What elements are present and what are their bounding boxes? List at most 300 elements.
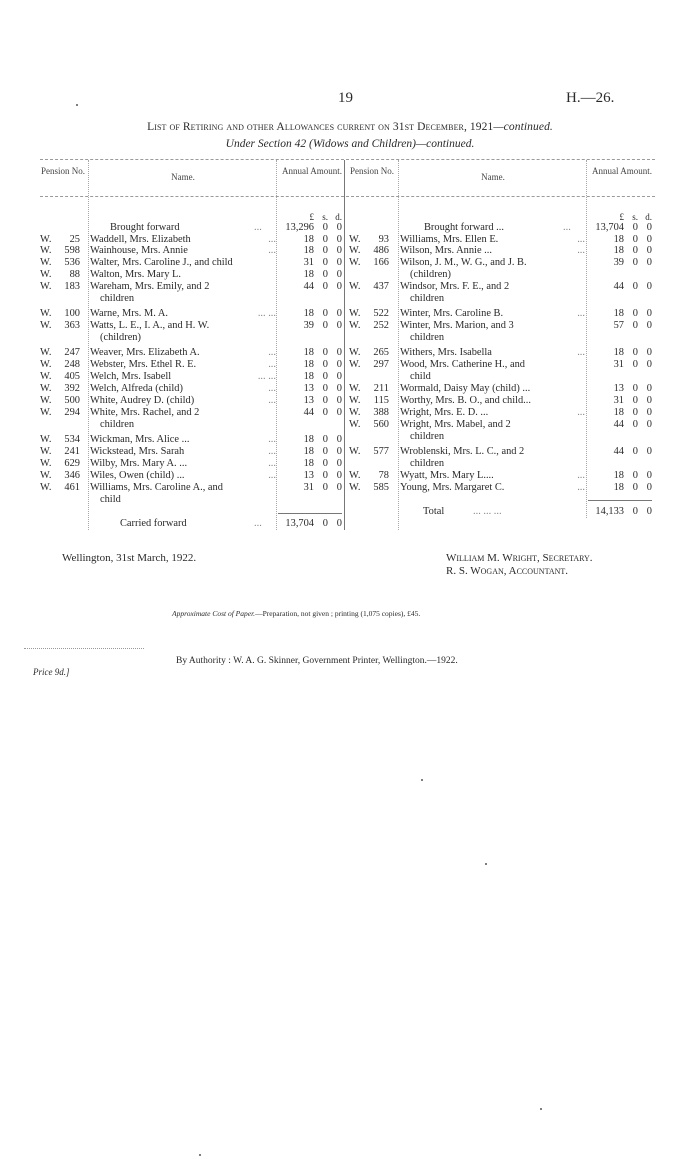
title-main: List of Retiring and other Allowances current on 31st December, 1921 [147, 121, 494, 133]
amount-pence: 0 [646, 281, 652, 292]
pension-prefix: W. [349, 245, 361, 256]
pensioner-name: Winter, Mrs. Caroline B. [400, 308, 504, 319]
leader-dots: ... [268, 234, 276, 245]
amount-pence: 0 [646, 257, 652, 268]
carried-forward-row [40, 518, 342, 530]
pensioner-name: Welch, Alfreda (child) [90, 383, 183, 394]
pension-prefix: W. [349, 347, 361, 358]
table-row [40, 482, 342, 494]
amount-pounds: 18 [303, 458, 314, 469]
pensioner-name-continued: (children) [100, 332, 141, 343]
pensioner-name: Wiles, Owen (child) ... [90, 470, 185, 481]
pension-prefix: W. [40, 234, 52, 245]
pensioner-name: Wainhouse, Mrs. Annie [90, 245, 188, 256]
pensioner-name-continued: child [410, 371, 431, 382]
table-row [40, 446, 342, 458]
amount-pounds: 18 [303, 359, 314, 370]
pensioner-name: Walter, Mrs. Caroline J., and child [90, 257, 233, 268]
amount-pence: 0 [646, 320, 652, 331]
pension-prefix: W. [40, 395, 52, 406]
amount-pounds: 18 [613, 482, 624, 493]
pension-no: 252 [373, 320, 389, 331]
amount-shillings: 0 [322, 407, 328, 418]
amount-shillings: 0 [632, 446, 638, 457]
pensioner-name: White, Mrs. Rachel, and 2 [90, 407, 200, 418]
pension-no: 585 [373, 482, 389, 493]
table-row [349, 308, 652, 320]
amount-shillings: 0 [322, 320, 328, 331]
annual-amount [282, 470, 342, 482]
unit-pence: d. [335, 212, 342, 222]
pension-prefix: W. [40, 281, 52, 292]
document-reference: H.—26. [566, 90, 615, 106]
amount-shillings: 0 [322, 308, 328, 319]
amount-shillings: 0 [632, 308, 638, 319]
pension-no: 115 [373, 395, 389, 406]
pensioner-name: Wickstead, Mrs. Sarah [90, 446, 185, 457]
pension-prefix: W. [349, 395, 361, 406]
table-row [349, 320, 652, 332]
amount-pence: 0 [646, 245, 652, 256]
leader-dots: ... [577, 470, 585, 481]
pensioner-name: Wareham, Mrs. Emily, and 2 [90, 281, 210, 292]
amount-shillings: 0 [632, 482, 638, 493]
amount-pence: 0 [336, 407, 342, 418]
table-row [349, 383, 652, 395]
amount-pence: 0 [336, 347, 342, 358]
pensioner-name: Wilson, J. M., W. G., and J. B. [400, 257, 527, 268]
pension-no: 629 [64, 458, 80, 469]
annual-amount [592, 482, 652, 494]
amount-pence: 0 [646, 359, 652, 370]
header-amount-right: Annual Amount. [592, 166, 652, 176]
table-row [40, 320, 342, 332]
brought-forward-amount: 13,296 0 0 [285, 222, 342, 233]
pension-prefix: W. [40, 308, 52, 319]
leader-dots: ... [268, 383, 276, 394]
amount-shillings: 0 [632, 383, 638, 394]
pensioner-name: Windsor, Mrs. F. E., and 2 [400, 281, 510, 292]
pension-no: 297 [373, 359, 389, 370]
pension-prefix: W. [40, 446, 52, 457]
printer-authority: By Authority : W. A. G. Skinner, Government Printer, Wellington.—1922. [176, 656, 458, 666]
amount-shillings: 0 [322, 269, 328, 280]
pension-prefix: W. [349, 281, 361, 292]
pension-prefix: W. [349, 308, 361, 319]
pensioner-name: Young, Mrs. Margaret C. [400, 482, 505, 493]
pension-no: 405 [64, 371, 80, 382]
pension-no: 598 [64, 245, 80, 256]
pension-prefix: W. [349, 470, 361, 481]
leader-dots: ... [268, 446, 276, 457]
annual-amount [592, 320, 652, 332]
amount-pence: 0 [336, 234, 342, 245]
scan-speck [421, 779, 423, 781]
amount-pounds: 18 [613, 234, 624, 245]
amount-pounds: 44 [613, 446, 624, 457]
table-row [40, 308, 342, 320]
amount-pounds: 18 [303, 434, 314, 445]
amount-pounds: 13 [303, 470, 314, 481]
table-row [40, 257, 342, 269]
amount-pounds: 57 [613, 320, 624, 331]
amount-pounds: 18 [613, 407, 624, 418]
pension-no: 247 [64, 347, 80, 358]
amount-pounds: 18 [303, 446, 314, 457]
page-number: 19 [338, 90, 353, 106]
annual-amount [282, 407, 342, 419]
pensioner-name: Wickman, Mrs. Alice ... [90, 434, 190, 445]
annual-amount [282, 395, 342, 407]
total-label: Total [423, 506, 445, 517]
pension-no: 265 [373, 347, 389, 358]
pension-no: 486 [373, 245, 389, 256]
amount-pence: 0 [336, 308, 342, 319]
pension-no: 241 [64, 446, 80, 457]
table-row [349, 419, 652, 431]
table-row [40, 458, 342, 470]
pension-prefix: W. [349, 407, 361, 418]
pensioner-name: Walton, Mrs. Mary L. [90, 269, 181, 280]
amount-shillings: 0 [322, 446, 328, 457]
pension-no: 534 [64, 434, 80, 445]
annual-amount [282, 245, 342, 257]
amount-pence: 0 [336, 383, 342, 394]
pension-prefix: W. [349, 419, 361, 430]
pension-no: 388 [373, 407, 389, 418]
pension-prefix: W. [40, 269, 52, 280]
total-amount: 14,133 0 0 [595, 506, 652, 517]
header-name-right: Name. [481, 172, 505, 182]
amount-pounds: 18 [613, 470, 624, 481]
separator-rule [24, 648, 144, 649]
pension-prefix: W. [349, 446, 361, 457]
amount-shillings: 0 [322, 395, 328, 406]
amount-pence: 0 [336, 257, 342, 268]
leader-dots: ... [268, 470, 276, 481]
table-header-rule [40, 196, 655, 197]
pension-prefix: W. [349, 482, 361, 493]
amount-pounds: 39 [613, 257, 624, 268]
leader-dots: ... ... [257, 371, 276, 382]
scan-speck [199, 1154, 201, 1156]
amount-shillings: 0 [322, 458, 328, 469]
signatory-accountant: R. S. Wogan, Accountant. [446, 565, 569, 577]
amount-pence: 0 [646, 407, 652, 418]
pensioner-name: Welch, Mrs. Isabell [90, 371, 172, 382]
amount-pence: 0 [336, 434, 342, 445]
amount-pence: 0 [336, 281, 342, 292]
pensioner-name: Waddell, Mrs. Elizabeth [90, 234, 191, 245]
amount-shillings: 0 [322, 371, 328, 382]
pensioner-name-continued: children [410, 293, 445, 304]
amount-pounds: 31 [613, 395, 624, 406]
pensioner-name-continued: children [100, 419, 135, 430]
amount-shillings: 0 [632, 359, 638, 370]
amount-pence: 0 [646, 308, 652, 319]
unit-pounds: £ [619, 212, 624, 222]
pension-no: 93 [378, 234, 389, 245]
annual-amount [592, 257, 652, 269]
annual-amount [282, 347, 342, 359]
pension-no: 248 [64, 359, 80, 370]
pension-no: 183 [64, 281, 80, 292]
pensioner-name: White, Audrey D. (child) [90, 395, 195, 406]
pension-no: 437 [373, 281, 389, 292]
amount-shillings: 0 [632, 395, 638, 406]
amount-pence: 0 [336, 371, 342, 382]
table-row [40, 347, 342, 359]
leader-dots: ... [577, 482, 585, 493]
amount-pence: 0 [646, 234, 652, 245]
amount-pence: 0 [646, 383, 652, 394]
pension-no: 577 [373, 446, 389, 457]
header-name-left: Name. [171, 172, 195, 182]
annual-amount [592, 347, 652, 359]
scan-speck [540, 1108, 542, 1110]
amount-pounds: 44 [303, 407, 314, 418]
price-note: Price 9d.] [33, 667, 70, 677]
total-row [349, 506, 652, 518]
amount-shillings: 0 [322, 257, 328, 268]
table-row [349, 395, 652, 407]
table-row [349, 470, 652, 482]
pension-no: 392 [64, 383, 80, 394]
amount-shillings: 0 [632, 234, 638, 245]
amount-pence: 0 [336, 482, 342, 493]
table-row [40, 281, 342, 293]
column-divider [586, 160, 587, 518]
pension-no: 461 [64, 482, 80, 493]
pensioner-name: Withers, Mrs. Isabella [400, 347, 492, 358]
scan-speck [76, 104, 78, 106]
annual-amount [592, 383, 652, 395]
amount-pounds: 31 [303, 482, 314, 493]
amount-pence: 0 [336, 320, 342, 331]
amount-shillings: 0 [632, 470, 638, 481]
place-date: Wellington, 31st March, 1922. [62, 552, 197, 564]
brought-forward-row-left [40, 222, 342, 234]
leader-dots: ... [268, 347, 276, 358]
pensioner-name: Weaver, Mrs. Elizabeth A. [90, 347, 200, 358]
page-subtitle: Under Section 42 (Widows and Children)—continued. [225, 138, 475, 150]
pension-prefix: W. [40, 482, 52, 493]
annual-amount [592, 419, 652, 431]
amount-pounds: 44 [303, 281, 314, 292]
signatory-secretary: William M. Wright, Secretary. [446, 552, 593, 564]
amount-shillings: 0 [632, 245, 638, 256]
unit-shillings: s. [322, 212, 328, 222]
brought-forward-label: Brought forward ... [424, 222, 504, 233]
leader-dots: ... [577, 407, 585, 418]
leader-dots: ... [577, 347, 585, 358]
amount-shillings: 0 [632, 281, 638, 292]
annual-amount [282, 320, 342, 332]
amount-pence: 0 [336, 395, 342, 406]
annual-amount [282, 458, 342, 470]
pension-prefix: W. [40, 470, 52, 481]
leader-dots: ... [268, 245, 276, 256]
amount-shillings: 0 [322, 359, 328, 370]
brought-forward-row-right [349, 222, 652, 234]
pensioner-name: Wright, Mrs. E. D. ... [400, 407, 489, 418]
amount-pounds: 31 [303, 257, 314, 268]
table-top-rule [40, 159, 655, 160]
table-row [349, 347, 652, 359]
pensioner-name: Wilby, Mrs. Mary A. ... [90, 458, 188, 469]
table-row [40, 383, 342, 395]
annual-amount [282, 383, 342, 395]
amount-shillings: 0 [322, 383, 328, 394]
leader-dots: ... [577, 234, 585, 245]
pension-prefix: W. [349, 257, 361, 268]
pension-no: 522 [373, 308, 389, 319]
unit-pounds: £ [309, 212, 314, 222]
annual-amount [592, 395, 652, 407]
amount-pounds: 31 [613, 359, 624, 370]
pension-prefix: W. [349, 234, 361, 245]
amount-pounds: 18 [303, 245, 314, 256]
amount-pence: 0 [646, 395, 652, 406]
amount-shillings: 0 [632, 320, 638, 331]
pensioner-name: Worthy, Mrs. B. O., and child... [400, 395, 531, 406]
amount-pounds: 18 [303, 371, 314, 382]
pension-no: 560 [373, 419, 389, 430]
pension-prefix: W. [40, 407, 52, 418]
amount-pence: 0 [336, 458, 342, 469]
amount-pounds: 18 [303, 308, 314, 319]
annual-amount [282, 434, 342, 446]
annual-amount [592, 407, 652, 419]
amount-shillings: 0 [322, 347, 328, 358]
table-row [349, 257, 652, 269]
pension-no: 363 [64, 320, 80, 331]
amount-shillings: 0 [322, 470, 328, 481]
amount-shillings: 0 [322, 234, 328, 245]
amount-pence: 0 [646, 470, 652, 481]
pension-prefix: W. [40, 245, 52, 256]
header-pension-no-right: Pension No. [349, 166, 394, 176]
amount-pence: 0 [646, 446, 652, 457]
amount-shillings: 0 [322, 281, 328, 292]
table-row [349, 482, 652, 494]
brought-forward-label: Brought forward [110, 222, 180, 233]
annual-amount [282, 257, 342, 269]
cost-note [172, 609, 420, 618]
pensioner-name: Wright, Mrs. Mabel, and 2 [400, 419, 511, 430]
pension-no: 88 [69, 269, 80, 280]
total-rule [588, 500, 652, 501]
table-row [349, 359, 652, 371]
pensioner-name: Wyatt, Mrs. Mary L.... [400, 470, 494, 481]
amount-pounds: 44 [613, 419, 624, 430]
brought-forward-amount: 13,704 0 0 [595, 222, 652, 233]
pensioner-name-continued: children [410, 458, 445, 469]
amount-pounds: 18 [613, 347, 624, 358]
annual-amount [282, 281, 342, 293]
amount-pounds: 13 [303, 395, 314, 406]
amount-shillings: 0 [632, 419, 638, 430]
amount-pence: 0 [336, 470, 342, 481]
leader-dots: ... ... [257, 308, 276, 319]
table-row [40, 407, 342, 419]
leader-dots: ... ... ... [473, 506, 502, 517]
annual-amount [282, 371, 342, 383]
table-row [40, 371, 342, 383]
annual-amount [592, 359, 652, 371]
pensioner-name-continued: child [100, 494, 121, 505]
table-row [40, 470, 342, 482]
amount-shillings: 0 [632, 257, 638, 268]
amount-pence: 0 [336, 245, 342, 256]
leader-dots: ... [563, 222, 571, 233]
subtotal-rule [278, 513, 342, 514]
pensioner-name: Winter, Mrs. Marion, and 3 [400, 320, 514, 331]
table-row [40, 269, 342, 281]
column-divider [344, 160, 345, 530]
leader-dots: ... [268, 434, 276, 445]
cost-note-text: —Preparation, not given ; printing (1,075 copies), £45. [255, 609, 421, 618]
pensioner-name: Warne, Mrs. M. A. [90, 308, 168, 319]
pension-prefix: W. [40, 371, 52, 382]
table-row [349, 446, 652, 458]
amount-pence: 0 [336, 269, 342, 280]
pension-prefix: W. [40, 347, 52, 358]
pensioner-name: Webster, Mrs. Ethel R. E. [90, 359, 197, 370]
unit-shillings: s. [632, 212, 638, 222]
amount-pounds: 18 [303, 269, 314, 280]
pensioner-name-continued: children [410, 431, 445, 442]
table-row [40, 359, 342, 371]
table-row [40, 245, 342, 257]
pension-prefix: W. [40, 359, 52, 370]
pensioner-name: Wood, Mrs. Catherine H., and [400, 359, 525, 370]
pensioner-name: Watts, L. E., I. A., and H. W. [90, 320, 210, 331]
pensioner-name-continued: children [410, 332, 445, 343]
amount-pence: 0 [336, 359, 342, 370]
amount-pence: 0 [646, 347, 652, 358]
pension-prefix: W. [40, 320, 52, 331]
pension-no: 166 [373, 257, 389, 268]
pension-no: 100 [64, 308, 80, 319]
pensioner-name-continued: (children) [410, 269, 451, 280]
pension-prefix: W. [40, 257, 52, 268]
pension-no: 536 [64, 257, 80, 268]
page-title [0, 121, 700, 133]
pension-prefix: W. [349, 320, 361, 331]
table-row [40, 434, 342, 446]
pension-no: 500 [64, 395, 80, 406]
amount-pence: 0 [646, 482, 652, 493]
pension-no: 78 [378, 470, 389, 481]
header-amount-left: Annual Amount. [282, 166, 342, 176]
pensioner-name: Williams, Mrs. Caroline A., and [90, 482, 223, 493]
amount-pounds: 18 [613, 245, 624, 256]
pension-no: 211 [373, 383, 389, 394]
annual-amount [282, 359, 342, 371]
pensioner-name: Williams, Mrs. Ellen E. [400, 234, 499, 245]
leader-dots: ... [268, 395, 276, 406]
annual-amount [592, 281, 652, 293]
amount-pounds: 13 [303, 383, 314, 394]
pension-prefix: W. [349, 383, 361, 394]
pension-prefix: W. [40, 383, 52, 394]
amount-shillings: 0 [632, 407, 638, 418]
amount-pounds: 18 [303, 347, 314, 358]
annual-amount [592, 446, 652, 458]
pension-prefix: W. [349, 359, 361, 370]
amount-shillings: 0 [322, 245, 328, 256]
